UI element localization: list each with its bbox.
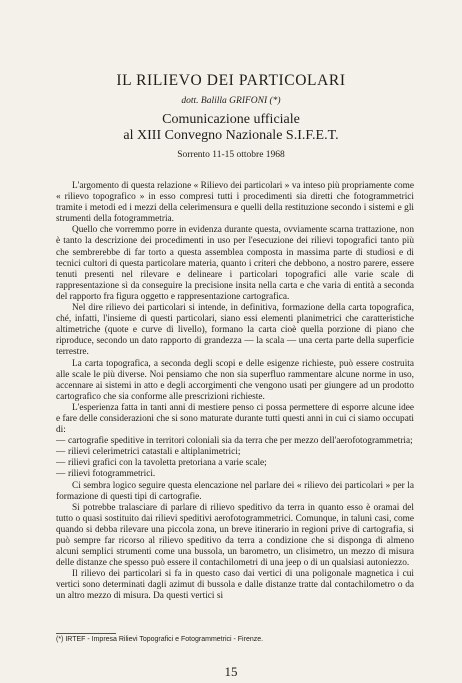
- footnote: (*) IRTEF - Impresa Rilievi Topografici e Fotogrammetrici - Firenze.: [56, 636, 264, 643]
- footnote-divider: [56, 633, 116, 634]
- list-item: — rilievi celerimetrici catastali e altiplanimetrici;: [56, 447, 414, 458]
- list-item: — cartografie speditive in territori coloniali sia da terra che per mezzo dell'aerofotogrammetria;: [56, 436, 414, 447]
- list-item: — rilievi grafici con la tavoletta pretoriana a varie scale;: [56, 458, 414, 469]
- communication-line-2: al XIII Convegno Nazionale S.I.F.E.T.: [123, 128, 339, 143]
- paragraph: Nel dire rilievo dei particolari si intende, in definitiva, formazione della carta topografica, ché, infatti, l'insieme di questi particolari, siano essi elementi planimetrici che caratteristiche altimetriche (quote e curve di livello), formano la carta cioè quella porzione di piano che riproduce, secondo un dato rapporto di grandezza — la scala — una certa parte della superficie terrestre.: [56, 303, 414, 358]
- dateline: Sorrento 11-15 ottobre 1968: [177, 150, 285, 160]
- communication-heading: [0, 112, 462, 144]
- author-line: dott. Balilla GRIFONI (*): [181, 96, 281, 106]
- list-item: — rilievi fotogrammetrici.: [56, 469, 414, 480]
- body-text: [56, 181, 414, 603]
- paragraph: La carta topografica, a seconda degli scopi e delle esigenze richieste, può essere costruita alle scale le più diverse. Noi pensiamo che non sia superfluo rammentare alcune norme in uso, accennare ai sistemi in atto e degli accorgimenti che vengono usati per giungere ad un prodotto cartografico che sia conforme alle prescrizioni richieste.: [56, 358, 414, 402]
- paragraph: L'esperienza fatta in tanti anni di mestiere penso ci possa permettere di esporre alcune idee e fare delle considerazioni che si sono maturate durante tutti questi anni in cui ci siamo occupati di:: [56, 402, 414, 436]
- page-title: IL RILIEVO DEI PARTICOLARI: [116, 72, 346, 89]
- paragraph: Si potrebbe tralasciare di parlare di rilievo speditivo da terra in quanto esso è oramai del tutto o quasi sostituito dai rilievi speditivi aerofotogrammetrici. Comunque, in taluni casi, come quando si debba rilevare una piccola zona, un breve itinerario in regioni prive di cartografia, si può sempre far ricorso al rilievo speditivo da terra a condizione che si disponga di almeno alcuni semplici strumenti come una bussola, un barometro, un clisimetro, un mezzo di misura delle distanze che spesso può essere il contachilometri di una jeep o di un qualsiasi autoniezzo.: [56, 502, 414, 569]
- paragraph: Ci sembra logico seguire questa elencazione nel parlare dei « rilievo dei particolari » per la formazione di questi tipi di cartografie.: [56, 480, 414, 502]
- communication-line-1: Comunicazione ufficiale: [162, 112, 300, 127]
- paragraph: L'argomento di questa relazione « Rilievo dei particolari » va inteso più propriamente come « rilievo topografico » in esso compresi tutti i procedimenti sia diretti che fotogrammetrici tramite i metodi ed i mezzi della celerimensura e quelli della restituzione secondo i sistemi e gli strumenti della fotogrammetria.: [56, 181, 414, 225]
- page-number: 15: [224, 664, 238, 679]
- paragraph: Quello che vorremmo porre in evidenza durante questa, ovviamente scarna trattazione, non è tanto la descrizione dei procedimenti in uso per l'esecuzione dei rilievi topografici tanto più che sembrerebbe di far torto a questa assemblea composta in massima parte di studiosi e di tecnici cultori di questa particolare materia, quanto i criteri che debbono, a nostro parere, essere tenuti presenti nel rilevare e delineare i particolari topografici alle varie scale di rappresentazione sì da conseguire la precisione insita nella carta e che varia di entità a seconda del rapporto fra figura oggetto e rappresentazione cartografica.: [56, 225, 414, 302]
- paragraph: Il rilievo dei particolari si fa in questo caso dai vertici di una poligonale magnetica i cui vertici sono determinati dagli azimut di bussola e dalle distanze tratte dal contachilometro o da un altro mezzo di misura. Da questi vertici si: [56, 569, 414, 602]
